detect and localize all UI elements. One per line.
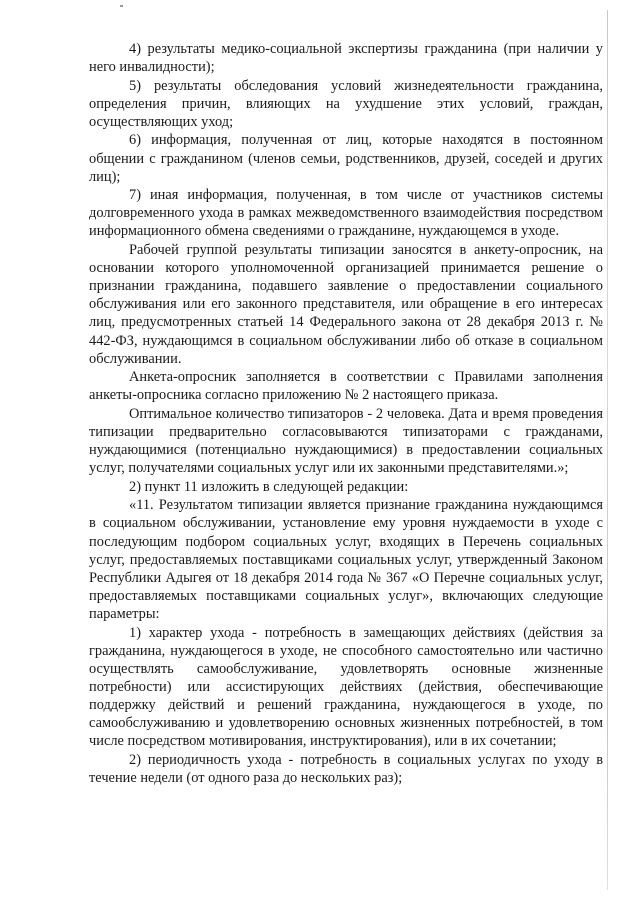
paragraph-typizators: Оптимальное количество типизаторов - 2 человека. Дата и время проведения типизации предварительно согласовываются типизаторами с гражданами, нуждающимися (потенциально нуждающимися) в предоставлении социальных услуг, получателями социальных услуг или их законными представителями.»; xyxy=(89,405,603,477)
paragraph-item-5: 5) результаты обследования условий жизнедеятельности гражданина, определения причин, влияющих на ухудшение этих условий, граждан, осуществляющих уход; xyxy=(89,77,603,130)
paragraph-item-7: 7) иная информация, полученная, в том числе от участников системы долговременного ухода в рамках межведомственного взаимодействия посредством информационного обмена сведениями о гражданине, нуждающемся в уходе. xyxy=(89,187,603,240)
scan-artifact xyxy=(120,5,123,7)
paragraph-care-frequency: 2) периодичность ухода - потребность в социальных услугах по уходу в течение недели (от одного раза до нескольких раз); xyxy=(89,751,603,786)
document-body xyxy=(89,40,603,787)
paragraph-questionnaire: Анкета-опросник заполняется в соответствии с Правилами заполнения анкеты-опросника согласно приложению № 2 настоящего приказа. xyxy=(89,369,603,404)
paragraph-item-4: 4) результаты медико-социальной экспертизы гражданина (при наличии у него инвалидности); xyxy=(89,41,603,76)
scan-edge-line xyxy=(607,10,608,890)
paragraph-working-group: Рабочей группой результаты типизации заносятся в анкету-опросник, на основании которого уполномоченной организацией принимается решение о признании гражданина, подавшего заявление о предоставлении социального обслуживания или его законного представителя, или обращение в его интересах лиц, предусмотренных статьей 14 Федерального закона от 28 декабря 2013 г. № 442-ФЗ, нуждающимся в социальном обслуживании либо об отказе в социальном обслуживании. xyxy=(89,242,603,367)
paragraph-care-character: 1) характер ухода - потребность в замещающих действиях (действия за гражданина, нуждающегося в уходе, не способного самостоятельно или частично осуществлять самообслуживание, удовлетворять основные жизненные потребности) или ассистирующих действиях (действия, обеспечивающие поддержку действий и решений гражданина, нуждающегося в уходе, по самообслуживанию и удовлетворению основных жизненных потребностей, в том числе посредством мотивирования, инструктирования), или в их сочетании; xyxy=(89,624,603,750)
paragraph-amendment: 2) пункт 11 изложить в следующей редакции: xyxy=(129,478,409,495)
paragraph-item-6: 6) информация, полученная от лиц, которые находятся в постоянном общении с гражданином (членов семьи, родственников, друзей, соседей и других лиц); xyxy=(89,132,603,185)
paragraph-clause-11: «11. Результатом типизации является признание гражданина нуждающимся в социальном обслуживании, установление ему уровня нуждаемости в уходе с последующим подбором социальных услуг, входящих в Перечень социальных услуг, предоставляемых поставщиками социальных услуг, утвержденный Законом Республики Адыгея от 18 декабря 2014 года № 367 «О Перечне социальных услуг, предоставляемых поставщиками социальных услуг», включающих следующие параметры: xyxy=(89,497,603,622)
